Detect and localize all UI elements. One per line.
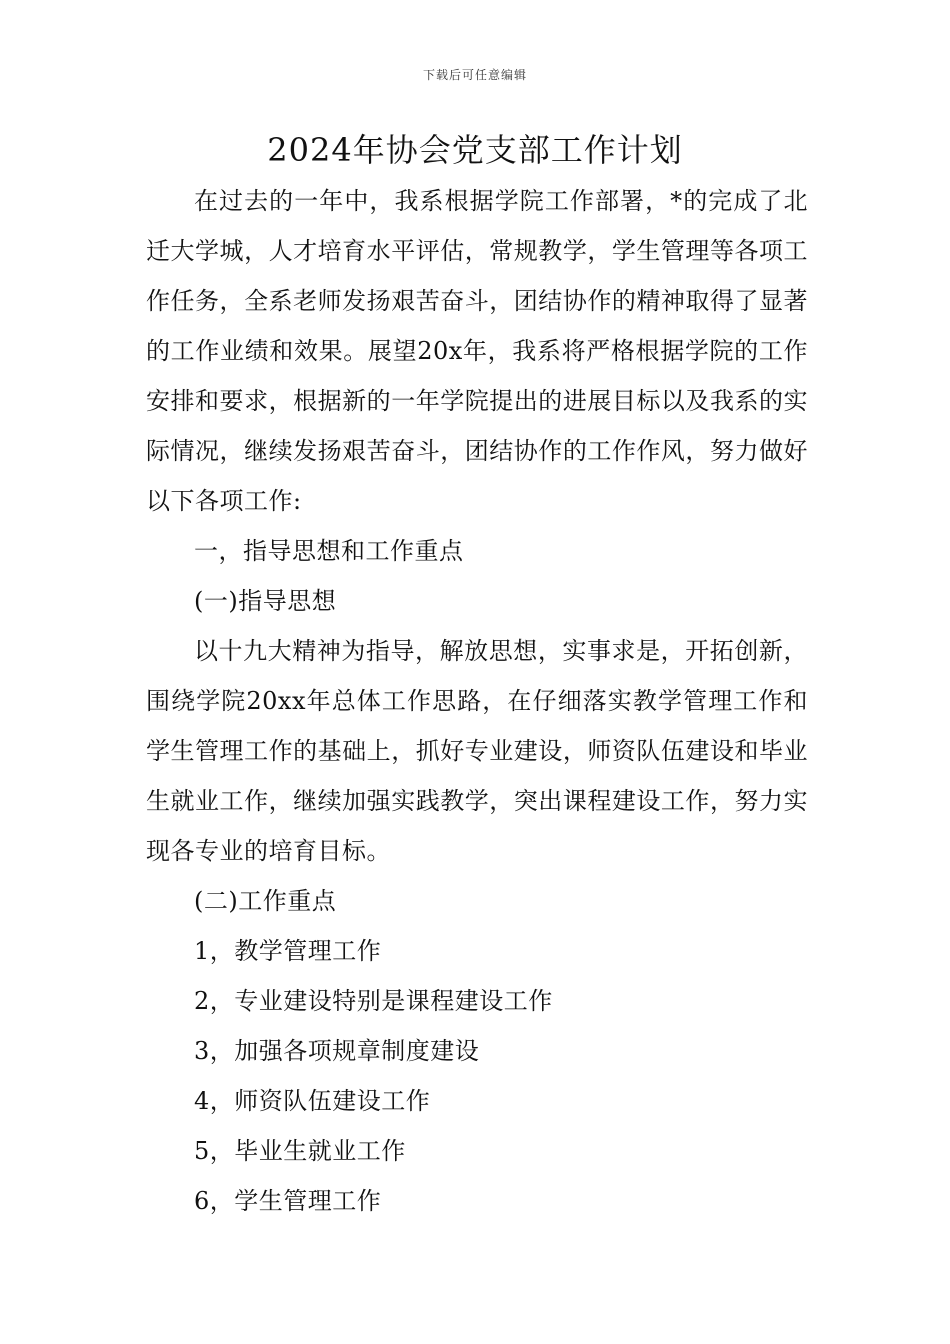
key-points-list [146, 926, 808, 1226]
list-item: 2，专业建设特别是课程建设工作 [194, 987, 553, 1015]
section-heading-guiding-and-focus: 一，指导思想和工作重点 [194, 537, 464, 565]
document-title: 2024年协会党支部工作计划 [267, 131, 683, 169]
list-item: 5，毕业生就业工作 [194, 1137, 406, 1165]
list-item: 3，加强各项规章制度建设 [194, 1037, 480, 1065]
intro-paragraph: 在过去的一年中，我系根据学院工作部署，*的完成了北迁大学城，人才培育水平评估，常规教学，学生管理等各项工作任务，全系老师发扬艰苦奋斗，团结协作的精神取得了显著的工作业绩和效果。展望20x年，我系将严格根据学院的工作安排和要求，根据新的一年学院提出的进展目标以及我系的实际情况，继续发扬艰苦奋斗，团结协作的工作作风，努力做好以下各项工作: [146, 187, 808, 515]
header-note: 下载后可任意编辑 [422, 68, 527, 82]
subsection-heading-guiding-thought: (一)指导思想 [194, 587, 337, 615]
list-item: 1，教学管理工作 [194, 937, 382, 965]
list-item: 6，学生管理工作 [194, 1187, 382, 1215]
list-item: 4，师资队伍建设工作 [194, 1087, 431, 1115]
guiding-thought-paragraph: 以十九大精神为指导，解放思想，实事求是，开拓创新，围绕学院20xx年总体工作思路，在仔细落实教学管理工作和学生管理工作的基础上，抓好专业建设，师资队伍建设和毕业生就业工作，继续加强实践教学，突出课程建设工作，努力实现各专业的培育目标。 [146, 637, 808, 865]
document-body [146, 176, 808, 1226]
subsection-heading-work-focus: (二)工作重点 [194, 887, 337, 915]
